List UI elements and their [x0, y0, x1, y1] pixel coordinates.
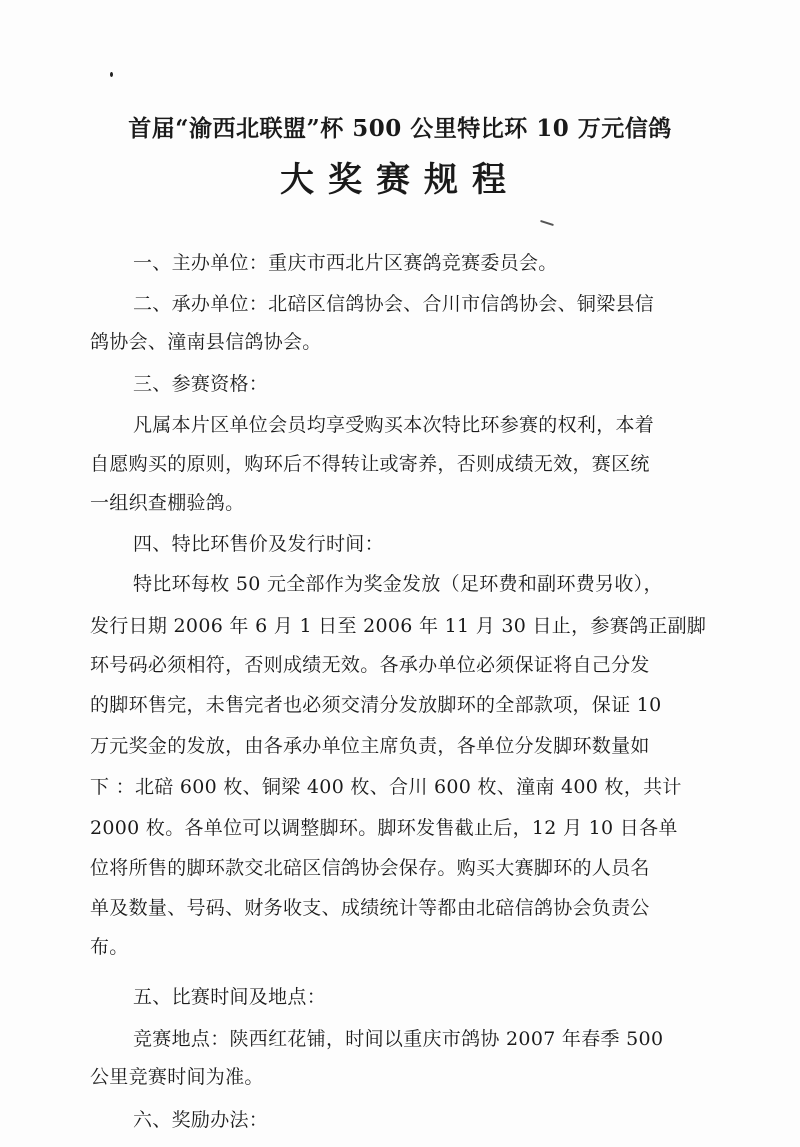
section-3-line: 凡属本片区单位会员均享受购买本次特比环参赛的权利，本着: [133, 414, 655, 436]
section-5-line: 公里竞赛时间为准。: [90, 1066, 264, 1088]
section-4-line: 特比环每枚 50 元全部作为奖金发放（足环费和副环费另收），: [133, 573, 663, 595]
section-1-organizer: 一、主办单位：重庆市西北片区赛鸽竞赛委员会。: [133, 252, 558, 274]
section-4-line: 布。: [90, 936, 129, 958]
section-4-line: 的脚环售完，未售完者也必须交清分发放脚环的全部款项，保证 10: [90, 694, 662, 716]
section-5-line: 竞赛地点：陕西红花铺，时间以重庆市鸽协 2007 年春季 500: [133, 1028, 664, 1050]
section-5-heading: 五、比赛时间及地点：: [133, 986, 327, 1008]
scan-speck: [540, 220, 554, 226]
section-4-heading: 四、特比环售价及发行时间：: [133, 533, 384, 555]
section-4-line: 单及数量、号码、财务收支、成绩统计等都由北碚信鸽协会负责公: [90, 897, 650, 919]
document-subtitle: 大奖赛规程: [280, 160, 520, 200]
section-4-line: 发行日期 2006 年 6 月 1 日至 2006 年 11 月 30 日止，参赛鸽正副脚: [90, 615, 707, 637]
scan-speck: [110, 72, 113, 77]
section-3-heading: 三、参赛资格：: [133, 373, 269, 395]
section-4-line: 2000 枚。各单位可以调整脚环。脚环发售截止后，12 月 10 日各单: [90, 817, 678, 839]
section-4-line: 万元奖金的发放，由各承办单位主席负责，各单位分发脚环数量如: [90, 735, 650, 757]
section-4-line: 位将所售的脚环款交北碚区信鸽协会保存。购买大赛脚环的人员名: [90, 857, 650, 879]
section-6-heading: 六、奖励办法：: [133, 1109, 269, 1131]
section-4-line: 环号码必须相符，否则成绩无效。各承办单位必须保证将自己分发: [90, 654, 650, 676]
section-3-line: 一组织查棚验鸽。: [90, 492, 245, 514]
document-title: 首届“渝西北联盟”杯 500 公里特比环 10 万元信鸽: [128, 115, 672, 142]
section-2-heading: 二、承办单位：北碚区信鸽协会、合川市信鸽协会、铜梁县信: [133, 293, 655, 315]
section-2-line: 鸽协会、潼南县信鸽协会。: [90, 331, 322, 353]
section-3-line: 自愿购买的原则，购环后不得转让或寄养，否则成绩无效，赛区统: [90, 453, 650, 475]
section-4-line: 下 ：北碚 600 枚、铜梁 400 枚、合川 600 枚、潼南 400 枚，共计: [90, 776, 682, 798]
